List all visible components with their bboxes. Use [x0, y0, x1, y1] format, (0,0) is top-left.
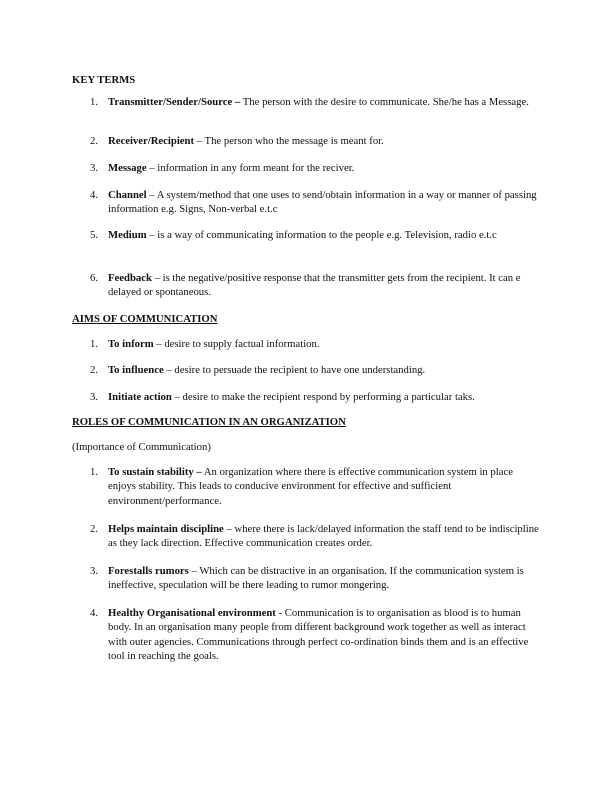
section-heading: KEY TERMS	[72, 74, 136, 86]
term-label: Initiate action	[108, 391, 172, 403]
list-number: 3.	[90, 391, 99, 403]
term-definition: – Which can be distractive in an organisation. If the communication system is ineffective, speculation will be there leading to rumor mongering.	[108, 565, 524, 592]
term-definition: – is the negative/positive response that the transmitter gets from the recipient. It can e delayed or spontaneous.	[108, 272, 521, 299]
term-label: Forestalls rumors	[108, 565, 189, 577]
list-item-text	[108, 390, 542, 404]
list-number: 4.	[90, 189, 99, 201]
list-number: 5.	[90, 229, 99, 241]
term-definition: – information in any form meant for the reciver.	[146, 162, 355, 174]
list-number: 2.	[90, 523, 99, 535]
term-label: Message	[108, 162, 147, 174]
list-item-text	[108, 363, 542, 377]
term-definition: - Communication is to organisation as blood is to human body. In an organisation many people from different background work together as well as interact with outer agencies. Communications through perfect co-ordination binds them and is an effective tool in reaching the goals.	[108, 607, 529, 663]
list-item	[90, 337, 542, 351]
term-label: Channel	[108, 189, 147, 201]
term-label: Feedback	[108, 272, 152, 284]
list-item	[90, 134, 542, 148]
term-definition: – where there is lack/delayed information the staff tend to be indiscipline as they lack direction. Effective communication creates order.	[108, 523, 539, 550]
list-number: 1.	[90, 338, 99, 350]
list-item	[90, 522, 542, 551]
term-definition: – desire to persuade the recipient to have one understanding.	[163, 364, 426, 376]
term-definition: The person with the desire to communicate. She/he has a Message.	[240, 96, 529, 108]
list-number: 4.	[90, 607, 99, 619]
list-item-text	[108, 564, 542, 593]
list-item	[90, 465, 542, 508]
list-number: 2.	[90, 364, 99, 376]
list-item-text	[108, 522, 542, 551]
list-item-text	[108, 95, 542, 109]
term-definition: – desire to supply factual information.	[153, 338, 320, 350]
list-number: 1.	[90, 466, 99, 478]
list-number: 3.	[90, 565, 99, 577]
term-label: Helps maintain discipline	[108, 523, 224, 535]
term-label: Medium	[108, 229, 147, 241]
term-definition: – is a way of communicating information to the people e.g. Television, radio e.t.c	[146, 229, 497, 241]
section-heading: ROLES OF COMMUNICATION IN AN ORGANIZATION	[72, 416, 346, 428]
list-item	[90, 564, 542, 593]
list-item	[90, 161, 542, 175]
term-label: Transmitter/Sender/Source –	[108, 96, 241, 108]
list-item-text	[108, 188, 542, 217]
list-item-text	[108, 606, 542, 664]
list-item	[90, 606, 542, 664]
list-item-text	[108, 271, 542, 300]
term-definition: – A system/method that one uses to send/obtain information in a way or manner of passing information e.g. Signs, Non-verbal e.t.c	[108, 189, 537, 216]
term-definition: – desire to make the recipient respond by performing a particular taks.	[171, 391, 475, 403]
list-number: 6.	[90, 272, 99, 284]
list-number: 1.	[90, 96, 99, 108]
list-item-text	[108, 134, 542, 148]
term-label: To sustain stability –	[108, 466, 202, 478]
list-item	[90, 188, 542, 217]
list-item	[90, 363, 542, 377]
list-number: 2.	[90, 135, 99, 147]
term-label: To influence	[108, 364, 164, 376]
term-definition: – The person who the message is meant for.	[194, 135, 384, 147]
term-definition: An organization where there is effective communication system in place enjoys stability. This leads to conducive environment for effective and sufficient environment/performance.	[108, 466, 513, 507]
list-item-text	[108, 161, 542, 175]
list-item	[90, 390, 542, 404]
term-label: To inform	[108, 338, 154, 350]
list-item	[90, 95, 542, 109]
list-item-text	[108, 337, 542, 351]
term-label: Healthy Organisational environment	[108, 607, 276, 619]
list-number: 3.	[90, 162, 99, 174]
section-subtitle: (Importance of Communication)	[72, 441, 211, 453]
term-label: Receiver/Recipient	[108, 135, 195, 147]
section-heading: AIMS OF COMMUNICATION	[72, 313, 218, 325]
list-item-text	[108, 465, 542, 508]
list-item	[90, 228, 542, 242]
list-item	[90, 271, 542, 300]
list-item-text	[108, 228, 542, 242]
